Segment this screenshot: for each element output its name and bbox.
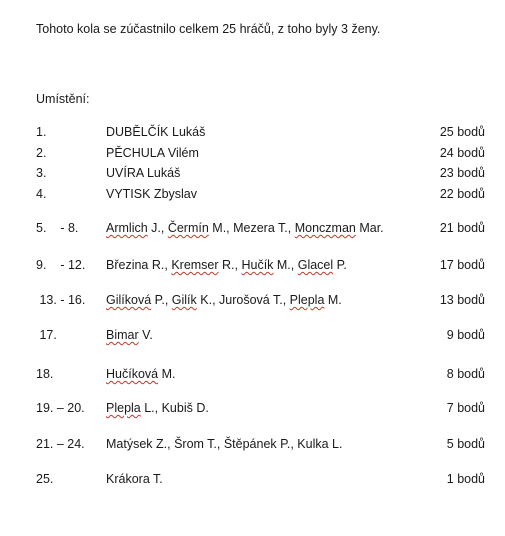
spellcheck-flagged-name: Čermín [167,221,209,235]
result-row [0,293,505,311]
result-points: 25 bodů [439,125,485,139]
spellcheck-flagged-name: Hučíková [106,367,159,381]
spellcheck-flagged-name: Kremser [171,258,219,272]
result-names [106,187,197,201]
spellcheck-flagged-name: Plepla [289,293,325,307]
result-rank: 3. [36,166,47,180]
result-names [106,125,205,139]
result-points: 5 bodů [446,437,485,451]
result-names [106,166,180,180]
name-text: UVÍRA Lukáš [106,166,181,180]
result-names [106,401,209,415]
result-rank: 5. - 8. [36,221,79,235]
result-row [0,125,505,143]
name-text: R., [218,258,242,272]
name-text: DUBĚLČÍK Lukáš [106,125,206,139]
spellcheck-flagged-name: Hučík [241,258,274,272]
name-text: K., Jurošová T., [196,293,290,307]
result-rank: 18. [36,367,54,381]
result-rank: 19. – 20. [36,401,85,415]
result-row [0,221,505,239]
result-names [106,221,384,235]
placements-heading: Umístění: [36,92,90,106]
name-text: L., Kubiš D. [140,401,209,415]
result-points: 23 bodů [439,166,485,180]
name-text: Březina R., [106,258,172,272]
spellcheck-flagged-name: Plepla [106,401,141,415]
result-rank: 1. [36,125,47,139]
result-row [0,166,505,184]
result-row [0,401,505,419]
name-text: M. [324,293,342,307]
result-rank: 21. – 24. [36,437,85,451]
result-row [0,367,505,385]
result-names [106,146,199,160]
spellcheck-flagged-name: Gilíková [106,293,152,307]
intro-text: Tohoto kola se zúčastnilo celkem 25 hráčů, z toho byly 3 ženy. [36,22,381,36]
name-text: Matýsek Z., Šrom T., Štěpánek P., Kulka L. [106,437,343,451]
name-text: P. [333,258,347,272]
result-points: 24 bodů [439,146,485,160]
name-text: PĚCHULA Vilém [106,146,199,160]
result-points: 17 bodů [439,258,485,272]
result-names [106,367,175,381]
spellcheck-flagged-name: Monczman [294,221,356,235]
spellcheck-flagged-name: Glacel [297,258,334,272]
result-points: 22 bodů [439,187,485,201]
result-row [0,258,505,276]
result-rank: 13. - 16. [36,293,86,307]
result-row [0,328,505,346]
result-rank: 17. [36,328,57,342]
spellcheck-flagged-name: Gilík [171,293,197,307]
result-points: 8 bodů [446,367,485,381]
result-rank: 2. [36,146,47,160]
name-text: Krákora T. [106,472,163,486]
result-points: 9 bodů [446,328,485,342]
name-text: M., Mezera T., [208,221,295,235]
name-text: VYTISK Zbyslav [106,187,197,201]
spellcheck-flagged-name: Bimar [106,328,139,342]
result-names [106,293,342,307]
result-names [106,437,342,451]
result-row [0,472,505,490]
spellcheck-flagged-name: Armlich [106,221,148,235]
result-row [0,187,505,205]
result-rank: 25. [36,472,54,486]
result-row [0,146,505,164]
result-rank: 4. [36,187,47,201]
result-row [0,437,505,455]
result-names [106,472,163,486]
name-text: M., [273,258,298,272]
name-text: J., [147,221,168,235]
result-names [106,258,347,272]
result-rank: 9. - 12. [36,258,86,272]
result-names [106,328,153,342]
result-points: 7 bodů [446,401,485,415]
name-text: V. [138,328,153,342]
result-points: 13 bodů [439,293,485,307]
result-points: 1 bodů [446,472,485,486]
name-text: Mar. [355,221,384,235]
result-points: 21 bodů [439,221,485,235]
name-text: P., [151,293,172,307]
name-text: M. [158,367,176,381]
